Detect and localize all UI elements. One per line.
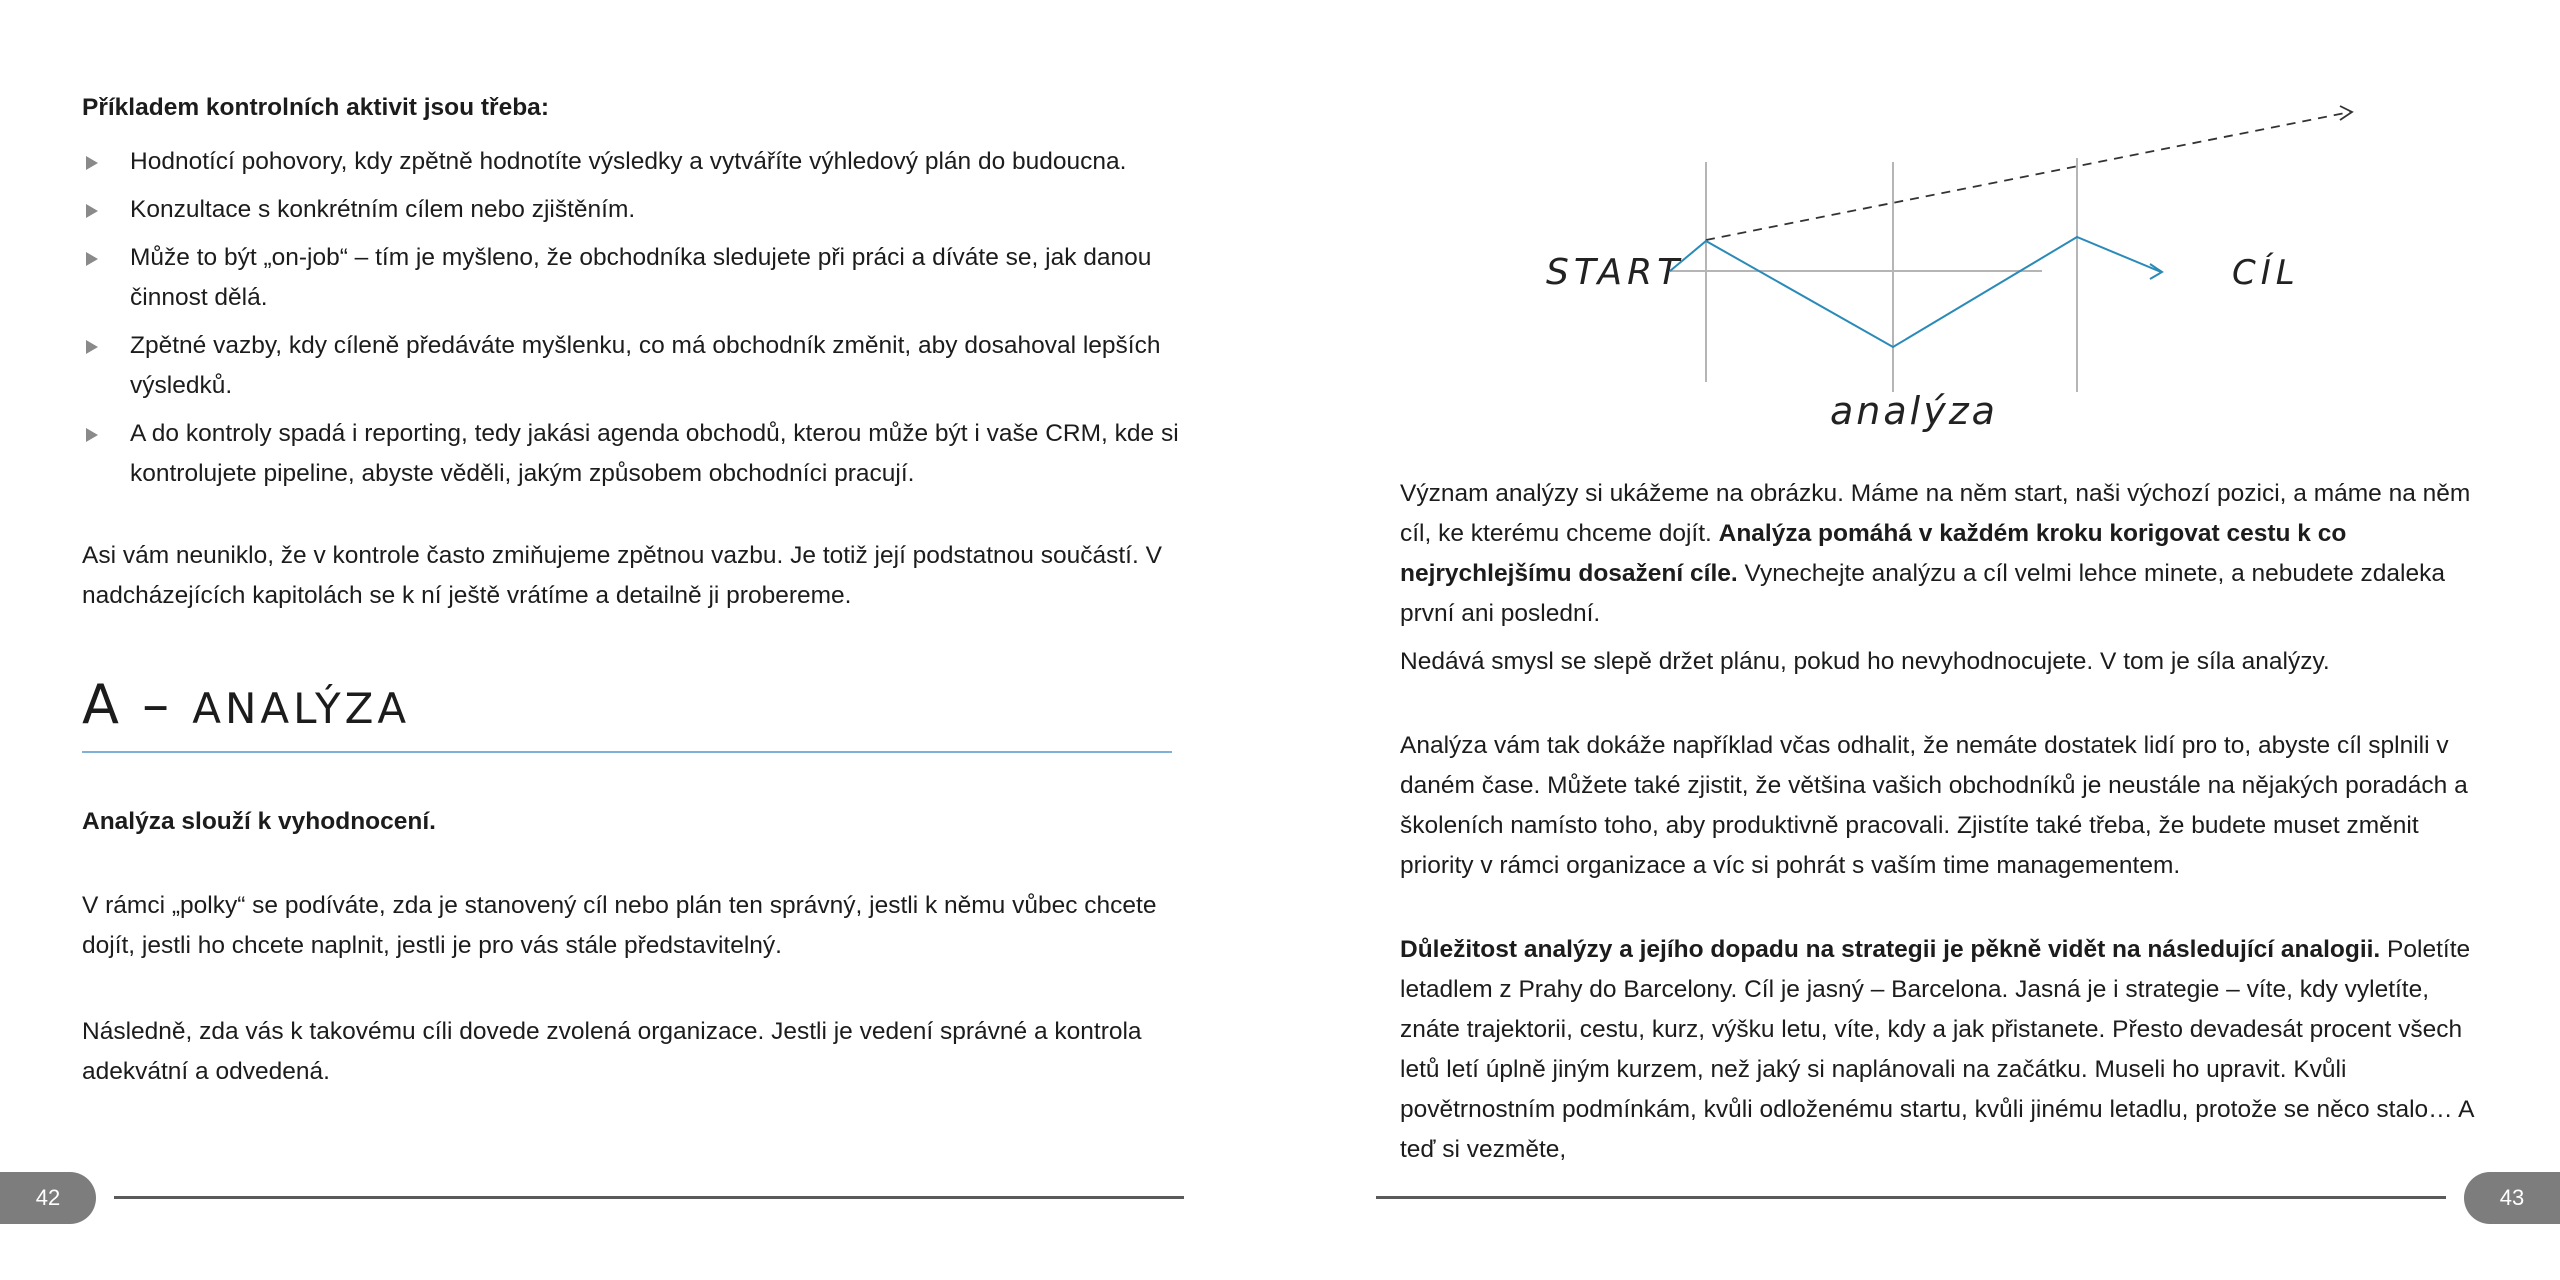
right-page — [1280, 0, 2560, 1280]
list-item: Hodnotící pohovory, kdy zpětně hodnotíte výsledky a vytváříte výhledový plán do budoucna. — [82, 142, 1182, 182]
triangle-bullet-icon — [86, 340, 98, 354]
list-item: Konzultace s konkrétním cílem nebo zjištěním. — [82, 190, 1182, 230]
goal-label: CÍL — [2232, 253, 2300, 293]
paragraph: Důležitost analýzy a jejího dopadu na strategii je pěkně vidět na následující analogii. Poletíte letadlem z Prahy do Barcelony. Cíl je jasný – Barcelona. Jasná je i strategie – víte, kdy vyletíte, znáte trajektorii, cestu, kurz, výšku letu, víte, kdy a jak přistanete. Přesto devadesát procent všech letů letí úplně jiným kurzem, než jaký si naplánovali na začátku. Museli ho upravit. Kvůli povětrnostním podmínkám, kvůli odloženému startu, kvůli jinému letadlu, protože se něco stalo… A teď si vezměte, — [1400, 936, 2474, 1163]
heading-letter: A – — [82, 673, 193, 736]
triangle-bullet-icon — [86, 252, 98, 266]
heading-word: ANALÝZA — [192, 684, 411, 733]
analysis-diagram — [1546, 90, 2300, 450]
analysis-label: analýza — [1830, 389, 1998, 433]
triangle-bullet-icon — [86, 204, 98, 218]
paragraph: Asi vám neuniklo, že v kontrole často zmiňujeme zpětnou vazbu. Je totiž její podstatnou součástí. V nadcházejících kapitolách se k ní ještě vrátíme a detailně ji probereme. — [82, 542, 1162, 609]
triangle-bullet-icon — [86, 428, 98, 442]
actual-path-line — [1670, 237, 2161, 347]
paragraph: Význam analýzy si ukážeme na obrázku. Máme na něm start, naši výchozí pozici, a máme na něm cíl, ke kterému chceme dojít. Analýza pomáhá v každém kroku korigovat cestu k co nejrychlejšímu dosažení cíle. Vynechejte analýzu a cíl velmi lehce minete, a nebudete zdaleka první ani poslední. — [1400, 480, 2471, 627]
dashed-ideal-line — [1706, 112, 2350, 240]
section-heading — [82, 670, 410, 744]
heading-divider — [82, 751, 1172, 753]
subheading: Analýza slouží k vyhodnocení. — [82, 808, 436, 835]
paragraph: Nedává smysl se slepě držet plánu, pokud ho nevyhodnocujete. V tom je síla analýzy. — [1400, 648, 2330, 675]
lead-text: Příkladem kontrolních aktivit jsou třeba: — [82, 94, 549, 121]
bullet-list — [82, 142, 1182, 502]
footer-divider — [114, 1196, 1184, 1199]
list-item: Zpětné vazby, kdy cíleně předáváte myšlenku, co má obchodník změnit, aby dosahoval lepších výsledků. — [82, 326, 1182, 406]
page-number: 43 — [2464, 1172, 2560, 1224]
path-arrow-head-icon — [2150, 264, 2162, 279]
paragraph: V rámci „polky“ se podíváte, zda je stanovený cíl nebo plán ten správný, jestli k němu vůbec chcete dojít, jestli ho chcete naplnit, jestli je pro vás stále představitelný. — [82, 892, 1157, 959]
page-number: 42 — [0, 1172, 96, 1224]
start-label: START — [1546, 252, 1685, 293]
paragraph: Analýza vám tak dokáže například včas odhalit, že nemáte dostatek lidí pro to, abyste cíl splnili v daném čase. Můžete také zjistit, že většina vašich obchodníků je neustále na nějakých poradách a školeních namísto toho, aby produktivně pracovali. Zjistíte také třeba, že budete muset změnit priority v rámci organizace a víc si pohrát s vaším time managementem. — [1400, 732, 2468, 879]
paragraph: Následně, zda vás k takovému cíli dovede zvolená organizace. Jestli je vedení správné a kontrola adekvátní a odvedená. — [82, 1018, 1142, 1085]
list-item: A do kontroly spadá i reporting, tedy jakási agenda obchodů, kterou může být i vaše CRM, kde si kontrolujete pipeline, abyste věděli, jakým způsobem obchodníci pracují. — [82, 414, 1182, 494]
footer-divider — [1376, 1196, 2446, 1199]
triangle-bullet-icon — [86, 156, 98, 170]
list-item: Může to být „on-job“ – tím je myšleno, že obchodníka sledujete při práci a díváte se, jak danou činnost dělá. — [82, 238, 1182, 318]
